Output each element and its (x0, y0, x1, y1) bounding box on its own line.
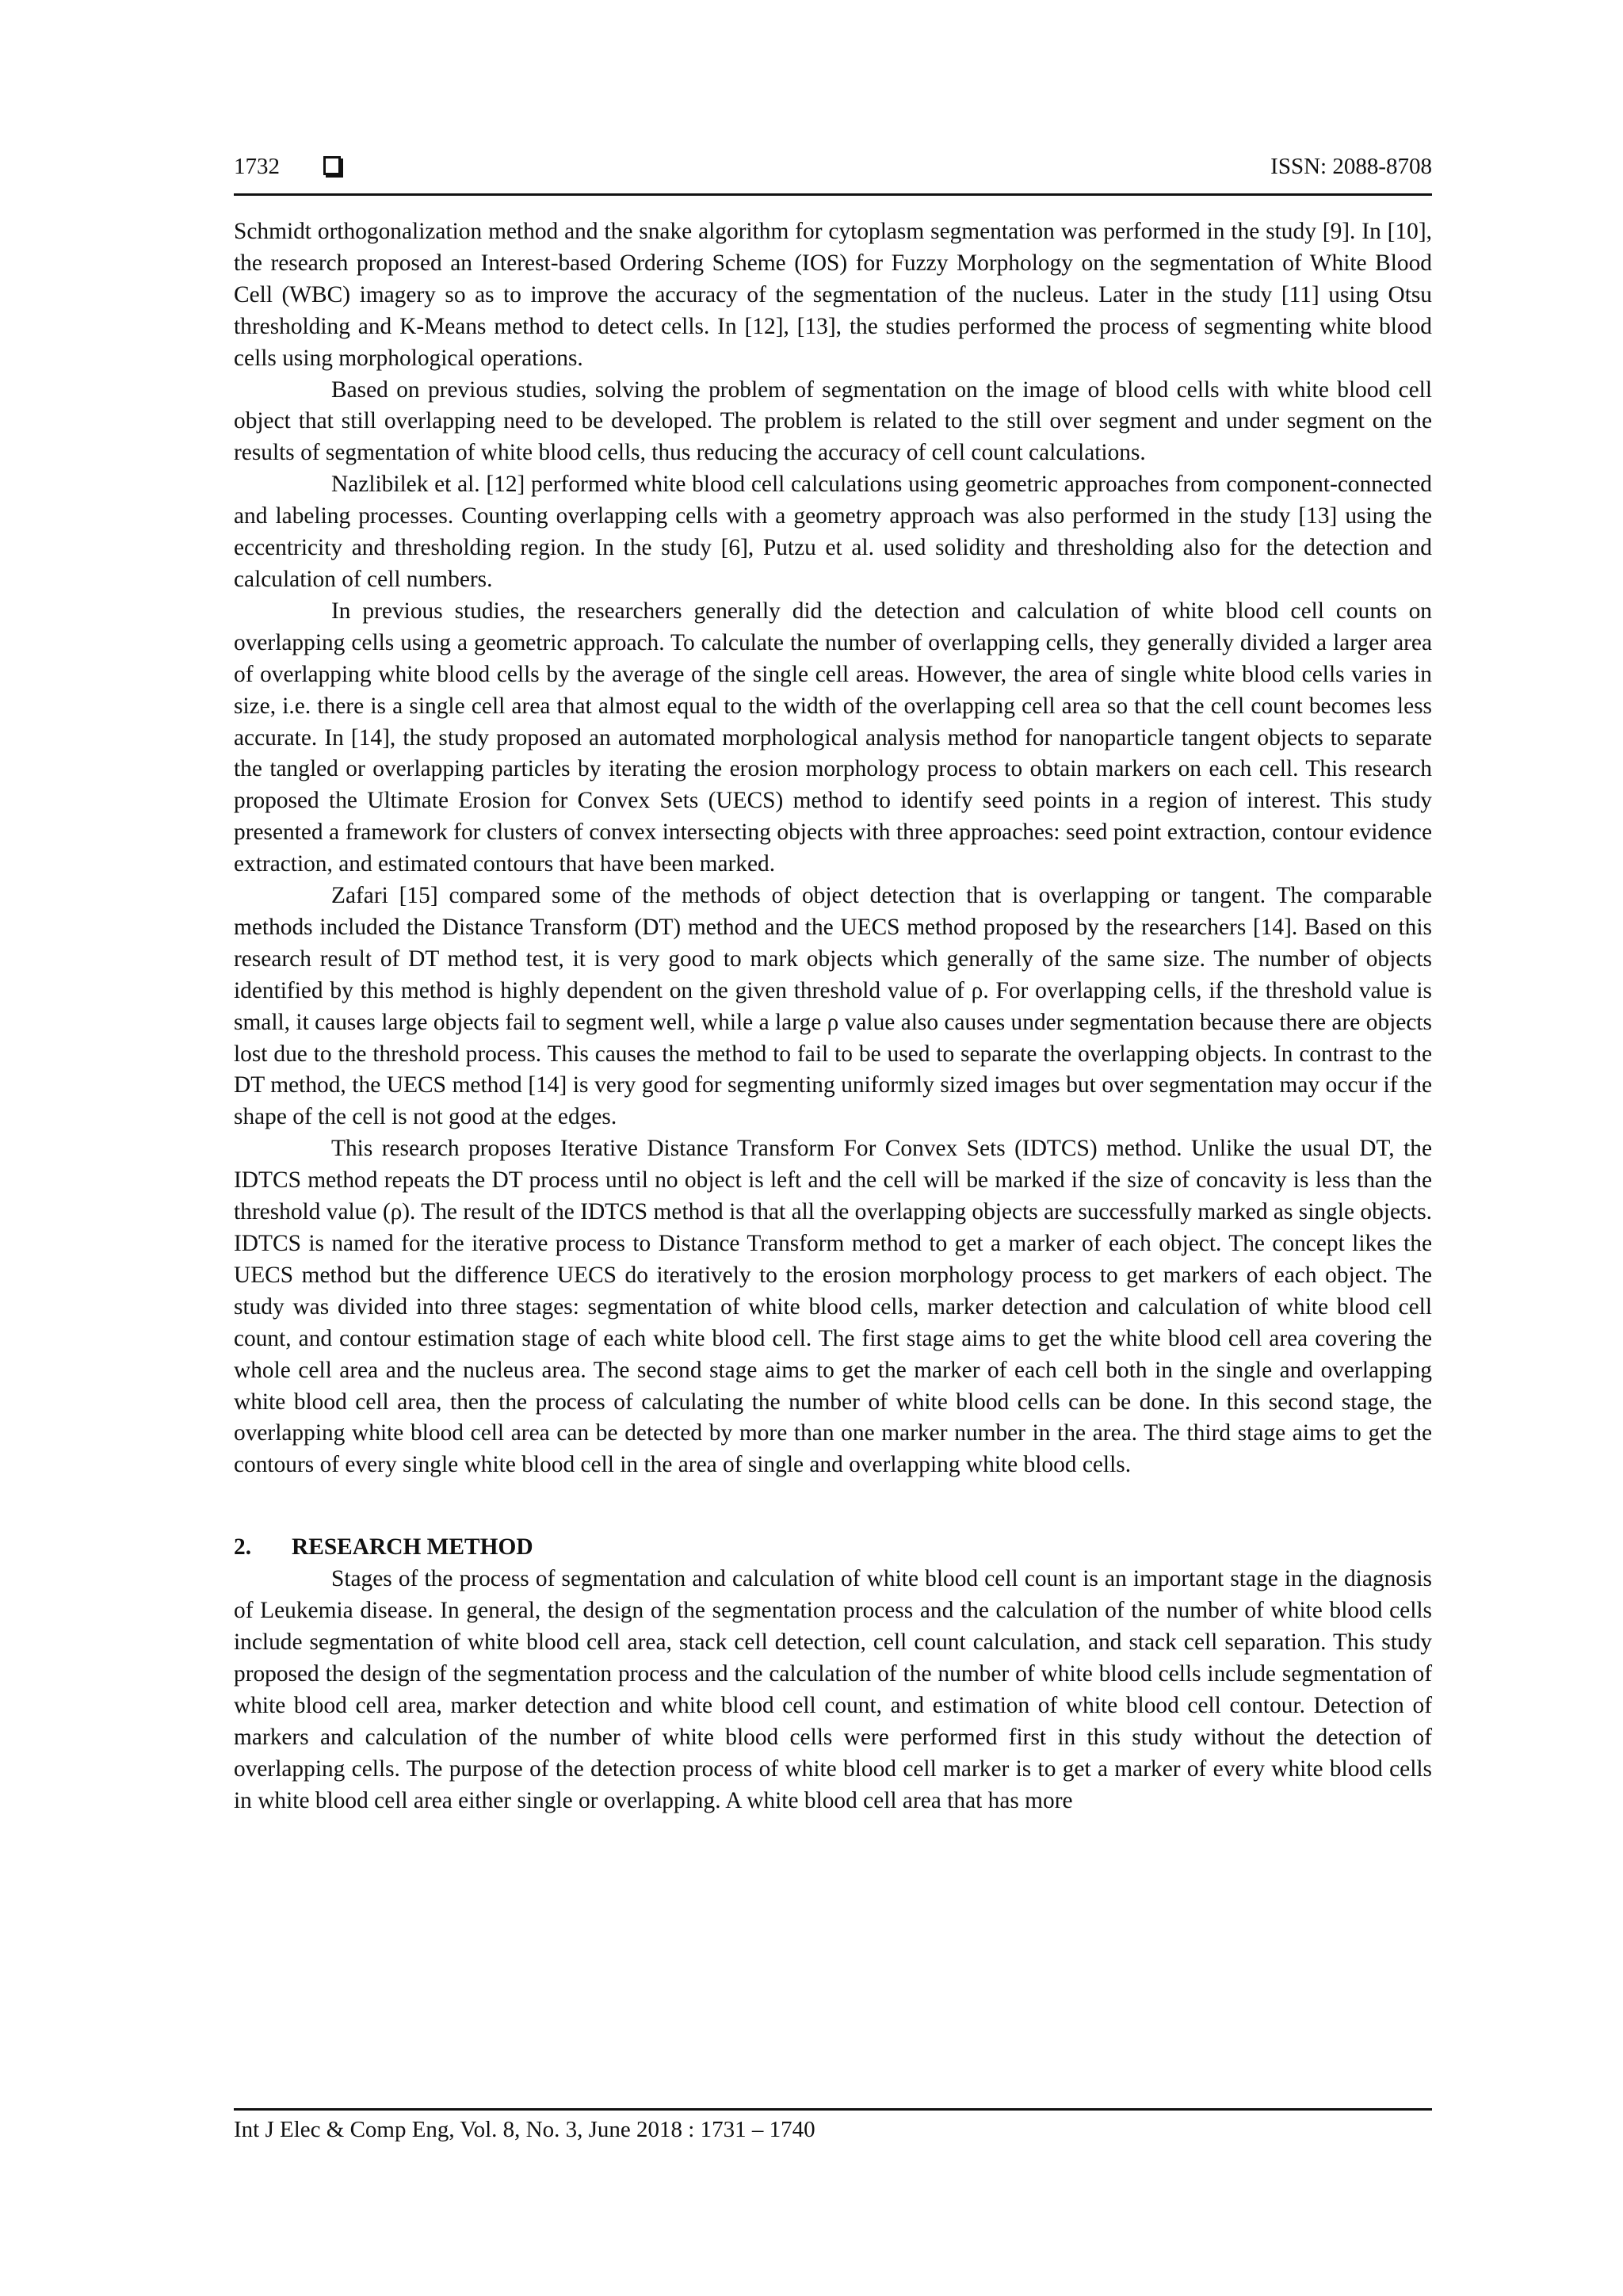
square-bullet-icon (323, 156, 341, 175)
body-paragraph-1: Schmidt orthogonalization method and the snake algorithm for cytoplasm segmentation was performed in the study [9]. In [10], the research proposed an Interest-based Ordering Scheme (IOS) for Fuzzy Morphology on the segmentation of White Blood Cell (WBC) imagery so as to improve the accuracy of the segmentation of the nucleus. Later in the study [11] using Otsu thresholding and K-Means method to detect cells. In [12], [13], the studies performed the process of segmenting white blood cells using morphological operations. (234, 219, 1432, 371)
article-body (234, 216, 1432, 1817)
page-header (234, 152, 1432, 196)
page-footer (234, 2108, 1432, 2143)
section-title: RESEARCH METHOD (292, 1534, 533, 1561)
body-paragraph-3: Nazlibilek et al. [12] performed white blood cell calculations using geometric approaches from component-connected and labeling processes. Counting overlapping cells with a geometry approach was also performed in the study [13] using the eccentricity and thresholding region. In the study [6], Putzu et al. used solidity and thresholding also for the detection and calculation of cell numbers. (234, 472, 1432, 592)
section-heading (234, 1532, 1432, 1564)
body-paragraph-4: In previous studies, the researchers generally did the detection and calculation of white blood cell counts on overlapping cells using a geometric approach. To calculate the number of overlapping cells, they generally divided a larger area of overlapping white blood cells by the average of the single cell areas. However, the area of single white blood cells varies in size, i.e. there is a single cell area that almost equal to the width of the overlapping cell area so that the cell count becomes less accurate. In [14], the study proposed an automated morphological analysis method for nanoparticle tangent objects to separate the tangled or overlapping particles by iterating the erosion morphology process to obtain markers on each cell. This research proposed the Ultimate Erosion for Convex Sets (UECS) method to identify seed points in a region of interest. This study presented a framework for clusters of convex intersecting objects with three approaches: seed point extraction, contour evidence extraction, and estimated contours that have been marked. (234, 598, 1432, 877)
body-paragraph-6: This research proposes Iterative Distance Transform For Convex Sets (IDTCS) method. Unlike the usual DT, the IDTCS method repeats the DT process until no object is left and the cell will be marked if the size of concavity is less than the threshold value (ρ). The result of the IDTCS method is that all the overlapping objects are successfully marked as single objects. IDTCS is named for the iterative process to Distance Transform method to get a marker of each object. The concept likes the UECS method but the difference UECS do iteratively to the erosion morphology process to get markers of each object. The study was divided into three stages: segmentation of white blood cells, marker detection and calculation of white blood cell count, and contour estimation stage of each white blood cell. The first stage aims to get the white blood cell area covering the whole cell area and the nucleus area. The second stage aims to get the marker of each cell both in the single and overlapping white blood cell area, then the process of calculating the number of white blood cells can be done. In this second stage, the overlapping white blood cell area can be detected by more than one marker number in the area. The third stage aims to get the contours of every single white blood cell in the area of single and overlapping white blood cells. (234, 1136, 1432, 1478)
section-paragraph: Stages of the process of segmentation and calculation of white blood cell count is an important stage in the diagnosis of Leukemia disease. In general, the design of the segmentation process and the calculation of the number of white blood cells include segmentation of white blood cell area, stack cell detection, cell count calculation, and stack cell separation. This study proposed the design of the segmentation process and the calculation of the number of white blood cells include segmentation of white blood cell area, marker detection and white blood cell count, and estimation of white blood cell contour. Detection of markers and calculation of the number of white blood cells were performed first in this study without the detection of overlapping cells. The purpose of the detection process of white blood cell marker is to get a marker of every white blood cells in white blood cell area either single or overlapping. A white blood cell area that has more (234, 1566, 1432, 1813)
page-number: 1732 (234, 154, 280, 179)
body-paragraph-2: Based on previous studies, solving the problem of segmentation on the image of blood cells with white blood cell object that still overlapping need to be developed. The problem is related to the still over segment and under segment on the results of segmentation of white blood cells, thus reducing the accuracy of cell count calculations. (234, 376, 1432, 466)
issn-label: ISSN: 2088-8708 (1270, 154, 1432, 179)
body-paragraph-5: Zafari [15] compared some of the methods of object detection that is overlapping or tangent. The comparable methods included the Distance Transform (DT) method and the UECS method proposed by the researchers [14]. Based on this research result of DT method test, it is very good to mark objects which generally of the same size. The number of objects identified by this method is highly dependent on the given threshold value of ρ. For overlapping cells, if the threshold value is small, it causes large objects fail to segment well, while a large ρ value also causes under segmentation because there are objects lost due to the threshold process. This causes the method to fail to be used to separate the overlapping objects. In contrast to the DT method, the UECS method [14] is very good for segmenting uniformly sized images but over segmentation may occur if the shape of the cell is not good at the edges. (234, 883, 1432, 1130)
section-number: 2. (234, 1534, 252, 1561)
footer-citation: Int J Elec & Comp Eng, Vol. 8, No. 3, June 2018 : 1731 – 1740 (234, 2117, 815, 2142)
